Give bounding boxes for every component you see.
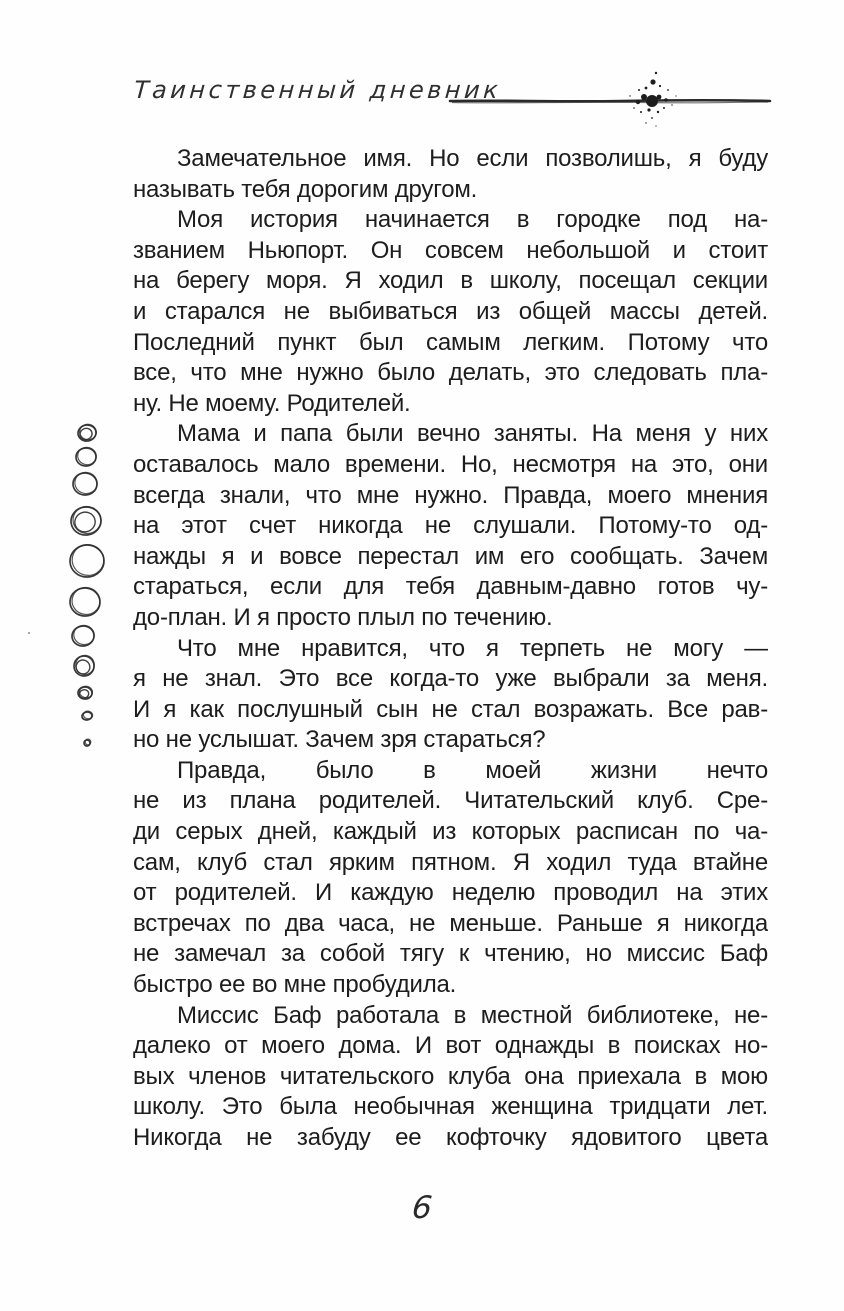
text-line: Мама и папа были вечно заняты. На меня у них	[177, 420, 768, 448]
text-line: всегда знали, что мне нужно. Правда, моего мнения	[133, 481, 768, 509]
text-line: Замечательное имя. Но если позволишь, я буду	[177, 145, 768, 172]
text-line: называть тебя дорогим другом.	[133, 175, 478, 203]
text-line: Миссис Баф работала в местной библиотеке, не-	[177, 1001, 768, 1029]
text-line: на этот счет никогда не слушали. Потому-то од-	[133, 512, 768, 540]
running-header-title: Таинственный дневник	[133, 76, 503, 104]
text-line: но не услышат. Зачем зря стараться?	[133, 726, 546, 754]
text-line: Правда, было в моей жизни нечто	[177, 756, 768, 784]
text-line: встречах по два часа, не меньше. Раньше я никогда	[133, 909, 768, 937]
text-line: нажды я и вовсе перестал им его сообщать. Зачем	[133, 542, 768, 570]
text-line: все, что мне нужно было делать, это следовать пла-	[133, 359, 768, 387]
text-line: я не знал. Это все когда-то уже выбрали за меня.	[133, 665, 768, 693]
text-line: и старался не выбиваться из общей массы детей.	[133, 297, 768, 325]
text-line: званием Ньюпорт. Он совсем небольшой и стоит	[133, 236, 768, 264]
text-line: ну. Не моему. Родителей.	[133, 389, 411, 417]
text-line: быстро ее во мне пробудила.	[133, 971, 457, 999]
text-line: не из плана родителей. Читательский клуб. Сре-	[133, 787, 768, 815]
text-line: ди серых дней, каждый из которых расписан по ча-	[133, 818, 768, 846]
text-line: Что мне нравится, что я терпеть не могу —	[177, 634, 768, 662]
text-line: школу. Это была необычная женщина тридцати лет.	[133, 1093, 768, 1121]
margin-circle-doodles	[0, 0, 130, 780]
body-text	[133, 144, 768, 1154]
text-line: оставалось мало времени. Но, несмотря на это, они	[133, 450, 768, 478]
text-line: на берегу моря. Я ходил в школу, посещал секции	[133, 267, 768, 295]
text-line: Последний пункт был самым легким. Потому что	[133, 328, 768, 356]
text-line: вых членов читательского клуба она приехала в мою	[133, 1062, 768, 1090]
text-line: Моя история начинается в городке под на-	[177, 206, 768, 234]
page-number: 6	[410, 1190, 434, 1226]
text-line: И я как послушный сын не стал возражать. Все рав-	[133, 695, 768, 723]
text-line: стараться, если для тебя давным-давно готов чу-	[133, 573, 768, 601]
text-line: сам, клуб стал ярким пятном. Я ходил туда втайне	[133, 848, 768, 876]
ink-splatter-icon	[629, 72, 676, 127]
text-line: до-план. И я просто плыл по течению.	[133, 603, 553, 631]
text-line: далеко от моего дома. И вот однажды в поисках но-	[133, 1032, 768, 1060]
text-line: Никогда не забуду ее кофточку ядовитого цвета	[133, 1124, 768, 1151]
text-line: от родителей. И каждую неделю проводил на этих	[133, 879, 768, 907]
text-line: не замечал за собой тягу к чтению, но миссис Баф	[133, 940, 768, 968]
